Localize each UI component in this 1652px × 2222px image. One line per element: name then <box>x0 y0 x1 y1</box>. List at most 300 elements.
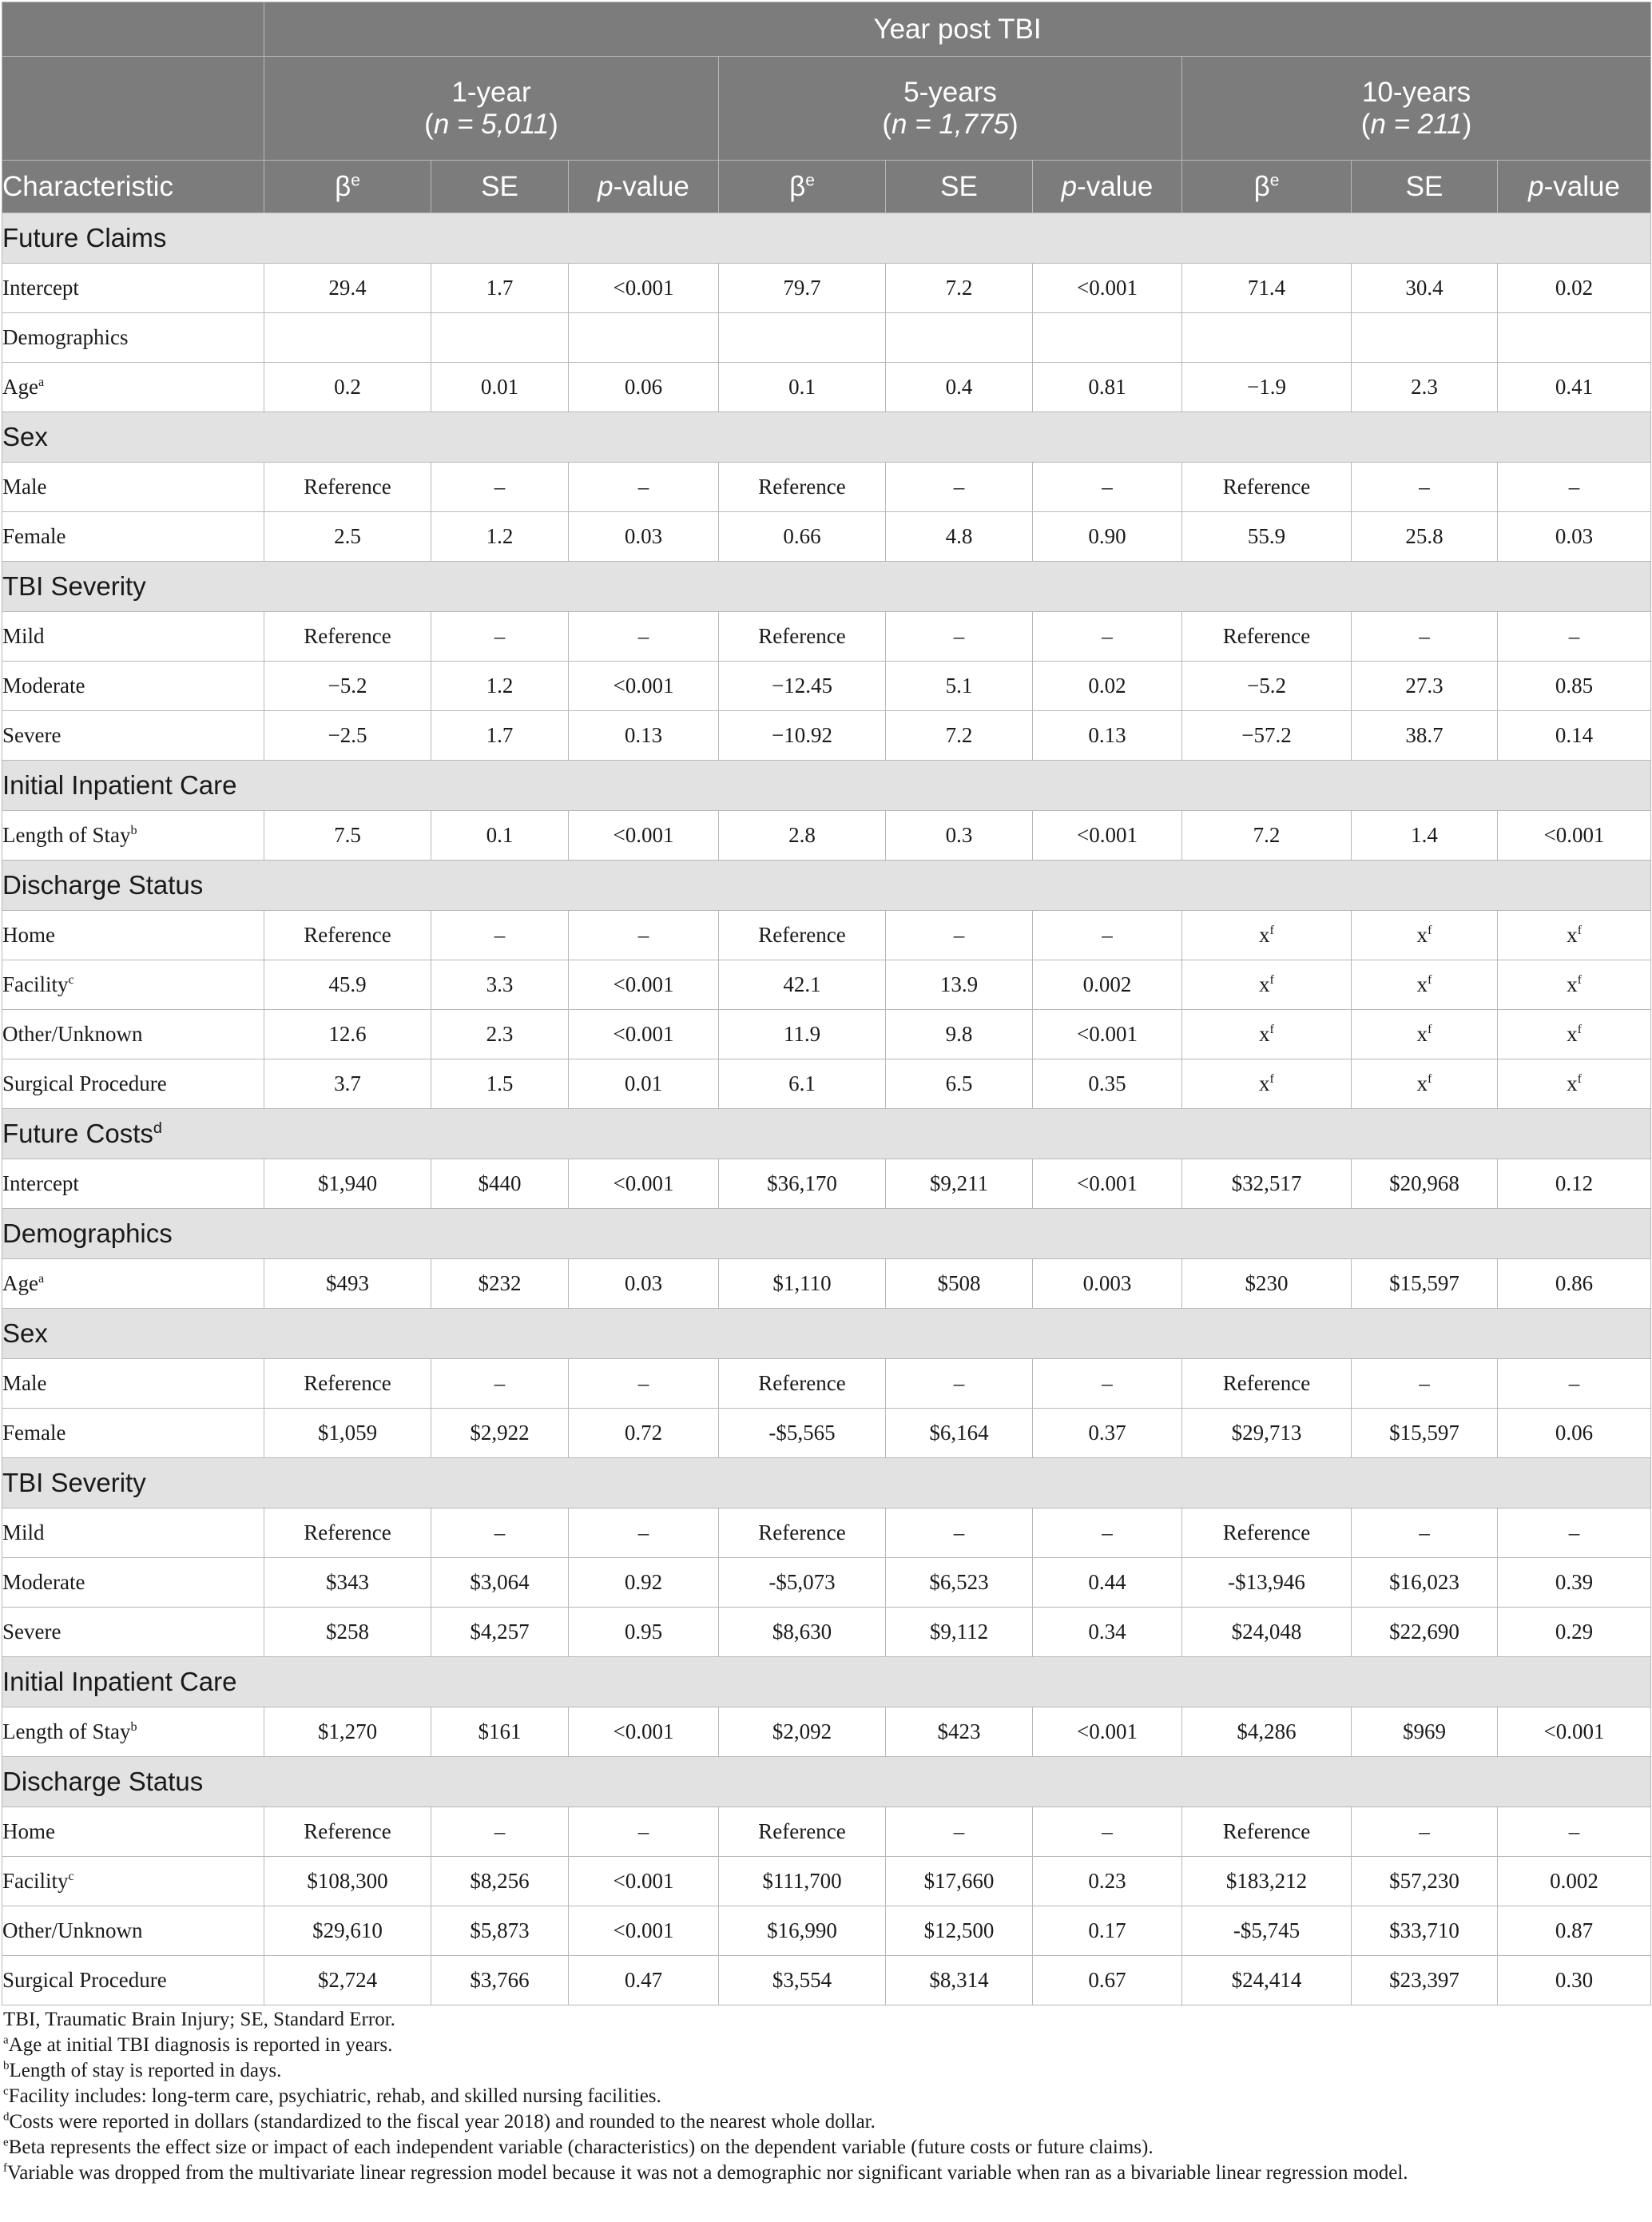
table-cell: 0.1 <box>719 363 886 412</box>
table-cell: $57,230 <box>1352 1857 1498 1906</box>
table-cell: – <box>1498 1807 1651 1857</box>
table-cell <box>1498 313 1651 363</box>
table-cell: $111,700 <box>719 1857 886 1906</box>
group-row <box>2 1458 1651 1508</box>
table-cell: $3,064 <box>431 1558 569 1608</box>
header-empty-cell <box>2 57 264 161</box>
table-row <box>2 662 1651 711</box>
table-cell: 0.002 <box>1033 960 1182 1010</box>
table-cell: 79.7 <box>719 264 886 313</box>
table-cell: 0.30 <box>1498 1956 1651 2005</box>
table-cell: – <box>1498 612 1651 662</box>
table-cell: 0.90 <box>1033 512 1182 562</box>
table-cell: $1,110 <box>719 1259 886 1309</box>
table-cell: 3.3 <box>431 960 569 1010</box>
table-body <box>2 213 1651 2005</box>
row-label: Facility$^c$ <box>2 960 264 1010</box>
table-cell: – <box>431 1807 569 1857</box>
table-cell: <0.001 <box>1498 811 1651 861</box>
period-10-years: 10-years (n = 211) <box>1182 57 1651 161</box>
table-cell: Reference <box>719 463 886 512</box>
table-cell: 0.13 <box>1033 711 1182 761</box>
table-cell <box>886 313 1033 363</box>
table-cell: 0.44 <box>1033 1558 1182 1608</box>
table-cell: <0.001 <box>569 1906 719 1956</box>
table-cell: $3,766 <box>431 1956 569 2005</box>
table-cell: <0.001 <box>1033 264 1182 313</box>
table-cell: $x^f$ <box>1352 960 1498 1010</box>
row-label: Surgical Procedure <box>2 1059 264 1109</box>
table-cell: $17,660 <box>886 1857 1033 1906</box>
pvalue-header: p-value <box>569 161 719 213</box>
table-cell: $x^f$ <box>1498 960 1651 1010</box>
group-row <box>2 1109 1651 1159</box>
group-label: TBI Severity <box>2 1458 1651 1508</box>
table-cell: -$5,565 <box>719 1409 886 1458</box>
table-cell: $29,713 <box>1182 1409 1352 1458</box>
table-cell: 0.87 <box>1498 1906 1651 1956</box>
table-cell: $9,112 <box>886 1608 1033 1657</box>
table-cell: – <box>1033 612 1182 662</box>
table-cell: <0.001 <box>569 1159 719 1209</box>
table-cell: 6.1 <box>719 1059 886 1109</box>
table-cell: $2,092 <box>719 1707 886 1757</box>
table-cell <box>569 313 719 363</box>
table-cell: – <box>569 1359 719 1409</box>
row-label: Severe <box>2 711 264 761</box>
table-cell: 0.92 <box>569 1558 719 1608</box>
table-cell: $8,314 <box>886 1956 1033 2005</box>
row-label: Other/Unknown <box>2 1906 264 1956</box>
table-cell: Reference <box>1182 463 1352 512</box>
table-cell: Reference <box>719 911 886 960</box>
table-cell: 29.4 <box>264 264 431 313</box>
table-row <box>2 1159 1651 1209</box>
table-cell: – <box>1352 463 1498 512</box>
table-cell: – <box>431 911 569 960</box>
group-label: Future Claims <box>2 213 1651 264</box>
table-cell <box>719 313 886 363</box>
table-cell: 38.7 <box>1352 711 1498 761</box>
table-cell: $x^f$ <box>1498 1059 1651 1109</box>
table-cell: – <box>1033 463 1182 512</box>
table-cell: Reference <box>719 1359 886 1409</box>
table-cell: 0.17 <box>1033 1906 1182 1956</box>
table-cell: $343 <box>264 1558 431 1608</box>
row-label: Intercept <box>2 264 264 313</box>
table-cell: 2.3 <box>431 1010 569 1059</box>
row-label: Moderate <box>2 1558 264 1608</box>
table-cell: – <box>431 1508 569 1558</box>
table-row <box>2 1059 1651 1109</box>
table-cell: 0.66 <box>719 512 886 562</box>
header-empty-cell <box>2 2 264 57</box>
group-label: Future Costs$^d$ <box>2 1109 1651 1159</box>
table-cell: 0.06 <box>1498 1409 1651 1458</box>
table-cell: – <box>431 1359 569 1409</box>
row-label: Age$^a$ <box>2 1259 264 1309</box>
table-cell: $440 <box>431 1159 569 1209</box>
table-cell: – <box>1352 612 1498 662</box>
table-cell: $24,048 <box>1182 1608 1352 1657</box>
table-cell: – <box>1352 1807 1498 1857</box>
table-cell: $508 <box>886 1259 1033 1309</box>
table-cell: 12.6 <box>264 1010 431 1059</box>
table-cell: 1.2 <box>431 512 569 562</box>
table-cell: Reference <box>264 612 431 662</box>
table-cell: −57.2 <box>1182 711 1352 761</box>
group-row <box>2 1209 1651 1259</box>
table-row <box>2 264 1651 313</box>
row-label: Severe <box>2 1608 264 1657</box>
table-cell: – <box>1033 1807 1182 1857</box>
table-cell: 45.9 <box>264 960 431 1010</box>
table-cell <box>1182 313 1352 363</box>
table-cell: Reference <box>719 612 886 662</box>
table-cell: $5,873 <box>431 1906 569 1956</box>
table-cell: $24,414 <box>1182 1956 1352 2005</box>
table-cell: $1,940 <box>264 1159 431 1209</box>
header-title: Year post TBI <box>264 2 1651 57</box>
table-cell: 0.3 <box>886 811 1033 861</box>
table-cell: <0.001 <box>1033 1159 1182 1209</box>
header-period-row <box>2 57 1651 161</box>
table-cell: 0.86 <box>1498 1259 1651 1309</box>
table-cell: 0.34 <box>1033 1608 1182 1657</box>
table-cell: <0.001 <box>569 960 719 1010</box>
table-row <box>2 612 1651 662</box>
table-cell: 2.3 <box>1352 363 1498 412</box>
row-label: Age$^a$ <box>2 363 264 412</box>
group-row <box>2 761 1651 811</box>
row-label: Male <box>2 463 264 512</box>
table-cell: $108,300 <box>264 1857 431 1906</box>
table-cell: – <box>1033 911 1182 960</box>
group-label: Demographics <box>2 1209 1651 1259</box>
table-cell: 0.12 <box>1498 1159 1651 1209</box>
row-label: Moderate <box>2 662 264 711</box>
row-label: Other/Unknown <box>2 1010 264 1059</box>
footnote: $^f$Variable was dropped from the multivariate linear regression model because it was not a demographic nor significant variable when ran as a bivariable linear regression model. <box>3 2161 1408 2184</box>
table-cell: $16,023 <box>1352 1558 1498 1608</box>
table-cell: Reference <box>1182 612 1352 662</box>
table-cell: −12.45 <box>719 662 886 711</box>
table-cell: 0.2 <box>264 363 431 412</box>
table-cell: $8,256 <box>431 1857 569 1906</box>
table-cell: <0.001 <box>569 1857 719 1906</box>
table-cell: Reference <box>1182 1508 1352 1558</box>
period-5-years: 5-years (n = 1,775) <box>719 57 1182 161</box>
table-cell: 6.5 <box>886 1059 1033 1109</box>
table-row <box>2 1508 1651 1558</box>
table-cell: $232 <box>431 1259 569 1309</box>
table-cell: <0.001 <box>569 1010 719 1059</box>
table-cell: Reference <box>1182 1359 1352 1409</box>
table-cell: $258 <box>264 1608 431 1657</box>
table-cell: 1.7 <box>431 711 569 761</box>
group-row <box>2 1657 1651 1707</box>
table-cell: $230 <box>1182 1259 1352 1309</box>
table-row <box>2 1857 1651 1906</box>
table-cell: 7.2 <box>1182 811 1352 861</box>
table-cell: 0.01 <box>431 363 569 412</box>
column-header-row <box>2 161 1651 213</box>
table-cell: $x^f$ <box>1182 960 1352 1010</box>
table-cell: $x^f$ <box>1498 1010 1651 1059</box>
row-label: Intercept <box>2 1159 264 1209</box>
table-cell: $2,724 <box>264 1956 431 2005</box>
table-cell: 1.4 <box>1352 811 1498 861</box>
table-cell: $x^f$ <box>1498 911 1651 960</box>
table-cell: 1.2 <box>431 662 569 711</box>
table-row <box>2 1010 1651 1059</box>
table-cell <box>431 313 569 363</box>
group-label: Initial Inpatient Care <box>2 761 1651 811</box>
footnote: $^b$Length of stay is reported in days. <box>3 2059 282 2081</box>
table-cell: 1.7 <box>431 264 569 313</box>
table-cell: <0.001 <box>1498 1707 1651 1757</box>
row-label: Female <box>2 512 264 562</box>
table-row <box>2 960 1651 1010</box>
table-cell: Reference <box>264 463 431 512</box>
table-cell: Reference <box>264 911 431 960</box>
table-cell: -$13,946 <box>1182 1558 1352 1608</box>
table-row <box>2 1707 1651 1757</box>
group-row <box>2 562 1651 612</box>
table-cell: 42.1 <box>719 960 886 1010</box>
footnote: $^c$Facility includes: long-term care, psychiatric, rehab, and skilled nursing facilities. <box>3 2085 661 2107</box>
group-row <box>2 1309 1651 1359</box>
table-cell: $8,630 <box>719 1608 886 1657</box>
footnote: $^e$Beta represents the effect size or impact of each independent variable (characteristics) on the dependent variable (future costs or future claims). <box>3 2136 1154 2158</box>
table-cell: $6,164 <box>886 1409 1033 1458</box>
table-cell: 0.37 <box>1033 1409 1182 1458</box>
table-cell: – <box>1498 1508 1651 1558</box>
table-cell: 0.03 <box>569 1259 719 1309</box>
se-header: SE <box>1352 161 1498 213</box>
table-row <box>2 1359 1651 1409</box>
table-cell: 9.8 <box>886 1010 1033 1059</box>
table-cell: Reference <box>264 1807 431 1857</box>
table-cell <box>1352 313 1498 363</box>
table-cell: 0.14 <box>1498 711 1651 761</box>
table-cell: 0.72 <box>569 1409 719 1458</box>
beta-header: $\beta^e$ <box>264 161 431 213</box>
table-cell: $493 <box>264 1259 431 1309</box>
table-cell: 7.2 <box>886 711 1033 761</box>
table-cell: – <box>1498 1359 1651 1409</box>
group-label: Sex <box>2 412 1651 463</box>
table-cell: Reference <box>719 1807 886 1857</box>
table-cell: $x^f$ <box>1182 1010 1352 1059</box>
group-row <box>2 861 1651 911</box>
table-cell: $16,990 <box>719 1906 886 1956</box>
table-cell: $183,212 <box>1182 1857 1352 1906</box>
table-row <box>2 1906 1651 1956</box>
table-cell: Reference <box>264 1359 431 1409</box>
table-row <box>2 1558 1651 1608</box>
row-label: Length of Stay$^b$ <box>2 811 264 861</box>
table-row <box>2 811 1651 861</box>
table-cell: <0.001 <box>1033 1707 1182 1757</box>
pvalue-header: p-value <box>1498 161 1651 213</box>
row-label: Demographics <box>2 313 264 363</box>
table-cell: – <box>886 463 1033 512</box>
table-cell: – <box>886 1508 1033 1558</box>
table-cell: 0.02 <box>1498 264 1651 313</box>
table-cell: 27.3 <box>1352 662 1498 711</box>
table-row <box>2 1807 1651 1857</box>
table-cell <box>1033 313 1182 363</box>
row-label: Surgical Procedure <box>2 1956 264 2005</box>
row-label: Length of Stay$^b$ <box>2 1707 264 1757</box>
table-cell: 0.03 <box>569 512 719 562</box>
table-cell: 7.2 <box>886 264 1033 313</box>
beta-header: $\beta^e$ <box>719 161 886 213</box>
table-cell: – <box>886 1807 1033 1857</box>
row-label: Facility$^c$ <box>2 1857 264 1906</box>
table-cell: <0.001 <box>1033 811 1182 861</box>
table-cell: $23,397 <box>1352 1956 1498 2005</box>
table-cell: $9,211 <box>886 1159 1033 1209</box>
table-cell: 0.1 <box>431 811 569 861</box>
table-cell: $33,710 <box>1352 1906 1498 1956</box>
table-cell: 11.9 <box>719 1010 886 1059</box>
table-cell: 7.5 <box>264 811 431 861</box>
table-cell: 0.02 <box>1033 662 1182 711</box>
table-cell: −2.5 <box>264 711 431 761</box>
header-title-row <box>2 2 1651 57</box>
table-cell: −5.2 <box>1182 662 1352 711</box>
table-cell: $29,610 <box>264 1906 431 1956</box>
table-cell: $20,968 <box>1352 1159 1498 1209</box>
table-cell: <0.001 <box>569 662 719 711</box>
table-cell: Reference <box>264 1508 431 1558</box>
beta-header: $\beta^e$ <box>1182 161 1352 213</box>
table-cell: 2.8 <box>719 811 886 861</box>
table-cell: 0.06 <box>569 363 719 412</box>
table-cell: 3.7 <box>264 1059 431 1109</box>
table-cell: $36,170 <box>719 1159 886 1209</box>
table-cell: 0.01 <box>569 1059 719 1109</box>
table-row <box>2 711 1651 761</box>
group-row <box>2 412 1651 463</box>
table-cell: $4,257 <box>431 1608 569 1657</box>
table-cell: 0.4 <box>886 363 1033 412</box>
table-cell: Reference <box>1182 1807 1352 1857</box>
table-cell: −1.9 <box>1182 363 1352 412</box>
row-label: Home <box>2 1807 264 1857</box>
table-cell: <0.001 <box>1033 1010 1182 1059</box>
table-cell: $15,597 <box>1352 1259 1498 1309</box>
table-cell: $22,690 <box>1352 1608 1498 1657</box>
table-cell: – <box>1352 1508 1498 1558</box>
table-cell: 25.8 <box>1352 512 1498 562</box>
se-header: SE <box>886 161 1033 213</box>
table-cell: – <box>1033 1359 1182 1409</box>
table-cell: $423 <box>886 1707 1033 1757</box>
table-cell: $x^f$ <box>1352 1010 1498 1059</box>
row-label: Female <box>2 1409 264 1458</box>
regression-table <box>2 2 1651 2005</box>
table-cell: 0.35 <box>1033 1059 1182 1109</box>
table-cell: 0.67 <box>1033 1956 1182 2005</box>
table-row <box>2 313 1651 363</box>
table-cell: $2,922 <box>431 1409 569 1458</box>
table-cell: – <box>886 612 1033 662</box>
table-cell: – <box>569 911 719 960</box>
table-row <box>2 363 1651 412</box>
table-cell: 0.41 <box>1498 363 1651 412</box>
group-label: TBI Severity <box>2 562 1651 612</box>
table-cell: $161 <box>431 1707 569 1757</box>
table-cell: <0.001 <box>569 264 719 313</box>
se-header: SE <box>431 161 569 213</box>
table-cell: – <box>886 1359 1033 1409</box>
table-cell: 1.5 <box>431 1059 569 1109</box>
pvalue-header: p-value <box>1033 161 1182 213</box>
group-label: Discharge Status <box>2 1757 1651 1807</box>
table-row <box>2 512 1651 562</box>
table-cell: 71.4 <box>1182 264 1352 313</box>
table-cell: – <box>1498 463 1651 512</box>
table-cell: 0.003 <box>1033 1259 1182 1309</box>
period-1-year: 1-year (n = 5,011) <box>264 57 719 161</box>
table-cell: 0.81 <box>1033 363 1182 412</box>
table-cell: $6,523 <box>886 1558 1033 1608</box>
row-label: Mild <box>2 612 264 662</box>
characteristic-header: Characteristic <box>2 161 264 213</box>
group-label: Initial Inpatient Care <box>2 1657 1651 1707</box>
footnote: TBI, Traumatic Brain Injury; SE, Standard Error. <box>3 2009 395 2030</box>
table-cell: 13.9 <box>886 960 1033 1010</box>
table-cell: 0.85 <box>1498 662 1651 711</box>
table-row <box>2 1259 1651 1309</box>
footnote: $^d$Costs were reported in dollars (standardized to the fiscal year 2018) and rounded to the nearest whole dollar. <box>3 2110 876 2133</box>
table-cell: $4,286 <box>1182 1707 1352 1757</box>
table-cell: $1,059 <box>264 1409 431 1458</box>
table-cell: $x^f$ <box>1182 1059 1352 1109</box>
table-cell: Reference <box>719 1508 886 1558</box>
footnotes <box>3 2007 1649 2186</box>
table-cell: – <box>569 1508 719 1558</box>
table-cell: 5.1 <box>886 662 1033 711</box>
table-cell: – <box>569 612 719 662</box>
table-cell: – <box>1033 1508 1182 1558</box>
table-cell: – <box>569 463 719 512</box>
table-row <box>2 463 1651 512</box>
table-cell: 4.8 <box>886 512 1033 562</box>
table-cell: <0.001 <box>569 1707 719 1757</box>
group-row <box>2 213 1651 264</box>
table-cell: – <box>431 612 569 662</box>
table-cell: −10.92 <box>719 711 886 761</box>
table-row <box>2 1608 1651 1657</box>
table-cell: – <box>1352 1359 1498 1409</box>
table-cell: $32,517 <box>1182 1159 1352 1209</box>
table-cell: -$5,745 <box>1182 1906 1352 1956</box>
table-cell: -$5,073 <box>719 1558 886 1608</box>
group-label: Discharge Status <box>2 861 1651 911</box>
table-cell: 0.002 <box>1498 1857 1651 1906</box>
table-cell: – <box>886 911 1033 960</box>
table-cell: – <box>569 1807 719 1857</box>
table-cell: $x^f$ <box>1182 911 1352 960</box>
table-cell: <0.001 <box>569 811 719 861</box>
table-cell: $1,270 <box>264 1707 431 1757</box>
table-cell: 0.29 <box>1498 1608 1651 1657</box>
table-row <box>2 1956 1651 2005</box>
